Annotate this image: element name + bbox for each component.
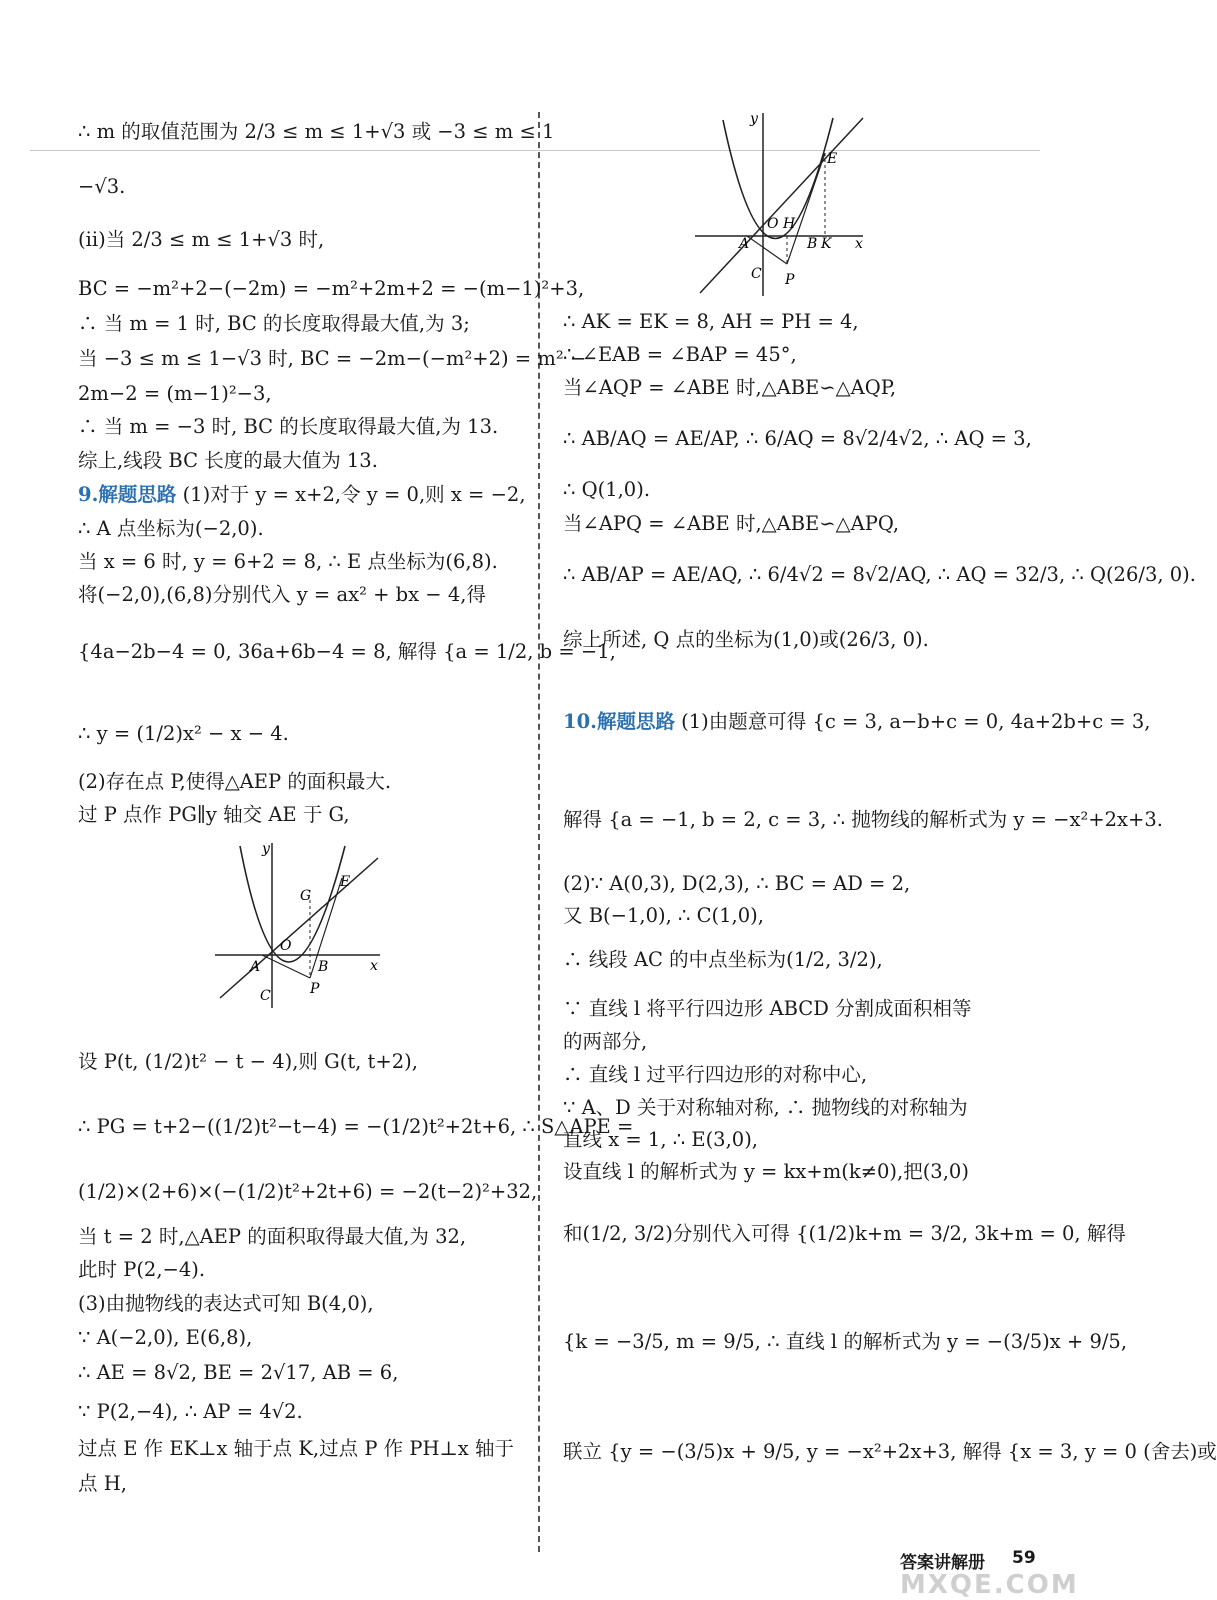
left-line xyxy=(78,770,391,793)
left-line xyxy=(78,1180,537,1203)
right-line xyxy=(563,1128,758,1151)
line-text: ∴ 当 m = −3 时, BC 的长度取得最大值,为 13. xyxy=(78,415,499,438)
line-text: ∴ m 的取值范围为 2/3 ≤ m ≤ 1+√3 或 −3 ≤ m ≤ 1 xyxy=(78,120,555,143)
line-text: ∴ 当 m = 1 时, BC 的长度取得最大值,为 3; xyxy=(78,312,470,335)
right-line xyxy=(563,376,896,399)
question-number: 9. xyxy=(78,483,99,506)
right-line xyxy=(563,1063,867,1086)
page-top-rule xyxy=(30,150,1040,151)
left-line xyxy=(78,120,554,143)
right-line xyxy=(563,904,764,927)
left-line xyxy=(78,449,378,472)
line-text: ∴ AB/AP = AE/AQ, ∴ 6/4√2 = 8√2/AQ, ∴ AQ = 32/3, ∴ Q(26/3, 0). xyxy=(563,563,1196,586)
line-text: ∴ 直线 l 过平行四边形的对称中心, xyxy=(563,1063,868,1086)
left-line xyxy=(78,1400,303,1423)
fig1-label-o: O xyxy=(280,938,292,954)
left-line xyxy=(78,1115,633,1138)
line-text: {k = −3/5, m = 9/5, ∴ 直线 l 的解析式为 y = −(3/5)x + 9/5, xyxy=(563,1330,1128,1353)
left-line xyxy=(78,640,616,663)
solution-hint-label: 解题思路 xyxy=(596,710,675,733)
left-line xyxy=(78,803,350,826)
right-line xyxy=(563,1030,647,1053)
watermark: MXQE.COM xyxy=(900,1570,1079,1600)
question-number: 10. xyxy=(563,710,597,733)
left-line xyxy=(78,415,498,438)
line-text: 和(1/2, 3/2)分别代入可得 {(1/2)k+m = 3/2, 3k+m = 0, 解得 xyxy=(563,1222,1126,1245)
line-text: ∵ P(2,−4), ∴ AP = 4√2. xyxy=(78,1400,303,1423)
line-text: ∵ A(−2,0), E(6,8), xyxy=(78,1326,253,1349)
right-line xyxy=(563,478,650,501)
left-line xyxy=(78,1225,466,1248)
right-line xyxy=(563,1160,969,1183)
segment-pe xyxy=(787,153,825,264)
line-text: (2)存在点 P,使得△AEP 的面积最大. xyxy=(78,770,392,793)
left-line xyxy=(78,1050,418,1073)
fig2-label-x: x xyxy=(855,236,863,252)
line-text: 又 B(−1,0), ∴ C(1,0), xyxy=(563,904,764,927)
line-text: (1)由题意可得 {c = 3, a−b+c = 0, 4a+2b+c = 3, xyxy=(681,710,1151,733)
fig1-label-e: E xyxy=(340,874,351,890)
line-text: ∴ y = (1/2)x² − x − 4. xyxy=(78,722,289,745)
left-line xyxy=(78,550,498,573)
right-line xyxy=(563,563,1196,586)
line-text: (2)∵ A(0,3), D(2,3), ∴ BC = AD = 2, xyxy=(563,872,911,895)
left-line xyxy=(78,1472,127,1495)
fig2-label-c: C xyxy=(751,266,762,282)
line-text: 当 t = 2 时,△AEP 的面积取得最大值,为 32, xyxy=(78,1225,467,1248)
line-text: 过点 E 作 EK⊥x 轴于点 K,过点 P 作 PH⊥x 轴于 xyxy=(78,1437,515,1460)
left-line xyxy=(78,347,586,370)
fig1-label-c: C xyxy=(260,988,271,1004)
fig2-label-a: A xyxy=(739,236,750,252)
line-text: 2m−2 = (m−1)²−3, xyxy=(78,382,272,405)
left-line xyxy=(78,175,125,198)
line-text: ∴ 线段 AC 的中点坐标为(1/2, 3/2), xyxy=(563,948,883,971)
fig1-label-p: P xyxy=(310,981,320,997)
right-line xyxy=(563,808,1163,831)
left-line xyxy=(78,277,584,300)
line-text: 过 P 点作 PG∥y 轴交 AE 于 G, xyxy=(78,803,350,826)
right-line xyxy=(563,710,1150,733)
line-text: 的两部分, xyxy=(563,1030,648,1053)
fig2-label-p: P xyxy=(785,272,795,288)
left-line xyxy=(78,312,470,335)
line-ae xyxy=(700,118,863,293)
right-line xyxy=(563,872,910,895)
left-line xyxy=(78,517,264,540)
line-text: ∴ AE = 8√2, BE = 2√17, AB = 6, xyxy=(78,1361,399,1384)
line-text: BC = −m²+2−(−2m) = −m²+2m+2 = −(m−1)²+3, xyxy=(78,277,585,300)
line-text: −√3. xyxy=(78,175,126,198)
left-line xyxy=(78,228,324,251)
left-line xyxy=(78,1258,205,1281)
right-line xyxy=(563,427,1032,450)
parabola-figure-2 xyxy=(695,108,875,298)
segment-ap xyxy=(262,955,310,978)
line-text: (ii)当 2/3 ≤ m ≤ 1+√3 时, xyxy=(78,228,325,251)
line-text: ∴ Q(1,0). xyxy=(563,478,651,501)
left-line xyxy=(78,1326,252,1349)
line-text: ∵ 直线 l 将平行四边形 ABCD 分割成面积相等 xyxy=(563,997,972,1020)
fig2-label-y: y xyxy=(750,111,758,127)
fig1-label-g: G xyxy=(300,888,312,904)
line-text: 综上所述, Q 点的坐标为(1,0)或(26/3, 0). xyxy=(563,628,929,651)
left-line xyxy=(78,583,486,606)
line-text: (1)对于 y = x+2,令 y = 0,则 x = −2, xyxy=(182,483,526,506)
fig1-label-x: x xyxy=(370,958,378,974)
left-line xyxy=(78,1292,374,1315)
line-text: 将(−2,0),(6,8)分别代入 y = ax² + bx − 4,得 xyxy=(78,583,486,606)
right-line xyxy=(563,512,899,535)
line-text: ∵ A、D 关于对称轴对称, ∴ 抛物线的对称轴为 xyxy=(563,1096,968,1119)
fig2-label-b: B xyxy=(807,236,818,252)
right-line xyxy=(563,310,859,333)
line-text: 综上,线段 BC 长度的最大值为 13. xyxy=(78,449,378,472)
line-text: 联立 {y = −(3/5)x + 9/5, y = −x²+2x+3, 解得 {x = 3, y = 0 (舍去)或 xyxy=(563,1440,1217,1463)
left-line xyxy=(78,722,289,745)
line-text: 解得 {a = −1, b = 2, c = 3, ∴ 抛物线的解析式为 y = −x²+2x+3. xyxy=(563,808,1163,831)
line-text: 当 −3 ≤ m ≤ 1−√3 时, BC = −2m−(−m²+2) = m² − xyxy=(78,347,587,370)
fig2-label-e: E xyxy=(827,151,838,167)
right-line xyxy=(563,343,797,366)
left-line xyxy=(78,1361,398,1384)
right-line xyxy=(563,997,972,1020)
line-text: 设直线 l 的解析式为 y = kx+m(k≠0),把(3,0) xyxy=(563,1160,969,1183)
right-line xyxy=(563,1222,1126,1245)
fig2-label-o: O xyxy=(767,216,779,232)
solution-hint-label: 解题思路 xyxy=(98,483,177,506)
right-line xyxy=(563,1330,1127,1353)
right-line xyxy=(563,1440,1217,1463)
left-line xyxy=(78,382,272,405)
line-text: ∴ AK = EK = 8, AH = PH = 4, xyxy=(563,310,859,333)
fig2-label-k: K xyxy=(821,236,832,252)
line-ae xyxy=(220,858,378,998)
left-line xyxy=(78,1437,514,1460)
line-text: ∴ ∠EAB = ∠BAP = 45°, xyxy=(563,343,797,366)
line-text: 点 H, xyxy=(78,1472,127,1495)
line-text: ∴ A 点坐标为(−2,0). xyxy=(78,517,264,540)
left-line xyxy=(78,483,526,506)
footer-label: 答案讲解册 xyxy=(900,1553,985,1573)
line-text: (3)由抛物线的表达式可知 B(4,0), xyxy=(78,1292,374,1315)
line-text: (1/2)×(2+6)×(−(1/2)t²+2t+6) = −2(t−2)²+32, xyxy=(78,1180,538,1203)
parabola-curve xyxy=(240,846,345,962)
line-text: ∴ AB/AQ = AE/AP, ∴ 6/AQ = 8√2/4√2, ∴ AQ = 3, xyxy=(563,427,1032,450)
parabola-figure-1 xyxy=(210,838,390,1013)
right-line xyxy=(563,948,883,971)
fig1-label-a: A xyxy=(250,959,261,975)
line-text: 此时 P(2,−4). xyxy=(78,1258,206,1281)
line-text: ∴ PG = t+2−((1/2)t²−t−4) = −(1/2)t²+2t+6, ∴ S△APE = xyxy=(78,1115,634,1138)
line-text: 当 x = 6 时, y = 6+2 = 8, ∴ E 点坐标为(6,8). xyxy=(78,550,498,573)
line-text: 当∠APQ = ∠ABE 时,△ABE∽△APQ, xyxy=(563,512,900,535)
line-text: 当∠AQP = ∠ABE 时,△ABE∽△AQP, xyxy=(563,376,897,399)
right-line xyxy=(563,1096,968,1119)
fig1-label-b: B xyxy=(318,959,329,975)
page-number: 59 xyxy=(1012,1548,1036,1568)
fig1-label-y: y xyxy=(262,841,270,857)
segment-ap xyxy=(747,236,787,264)
line-text: 设 P(t, (1/2)t² − t − 4),则 G(t, t+2), xyxy=(78,1050,418,1073)
line-text: 直线 x = 1, ∴ E(3,0), xyxy=(563,1128,759,1151)
fig2-label-h: H xyxy=(783,216,796,232)
right-line xyxy=(563,628,929,651)
column-divider xyxy=(538,112,540,1552)
line-text: {4a−2b−4 = 0, 36a+6b−4 = 8, 解得 {a = 1/2, b = −1, xyxy=(78,640,616,663)
